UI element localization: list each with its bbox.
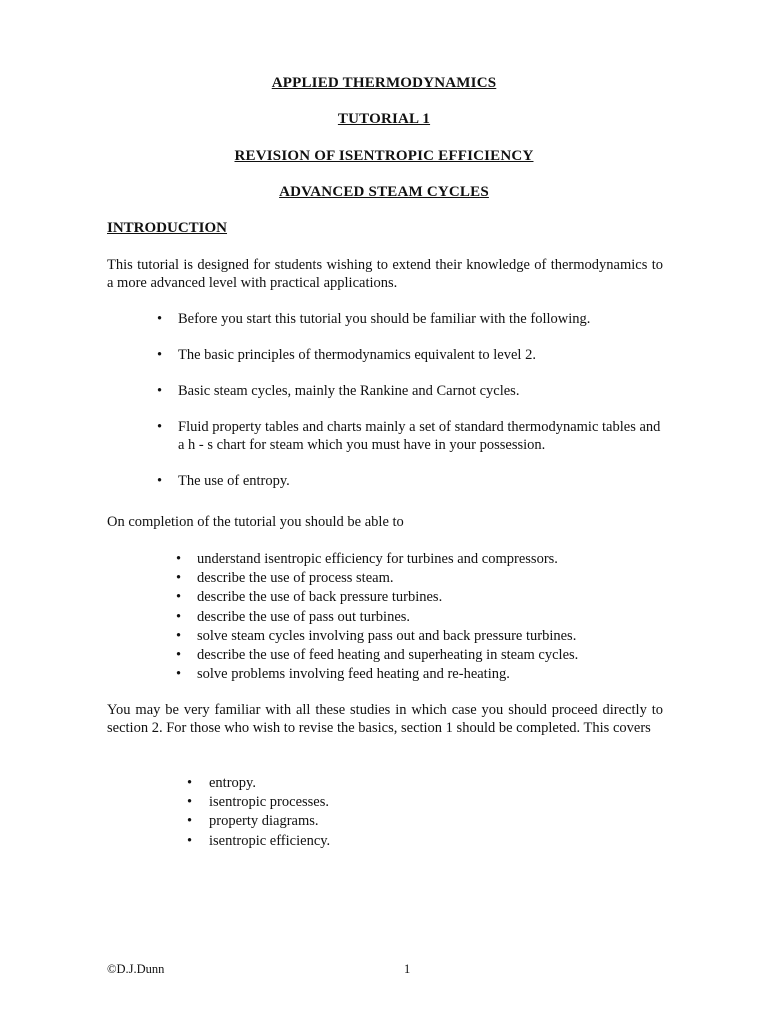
- list-item: [157, 382, 667, 400]
- revision-topics-list: [187, 774, 487, 851]
- list-item: [176, 588, 666, 607]
- bullet-icon: •: [157, 419, 163, 435]
- list-item: [157, 418, 667, 454]
- revision-paragraph: You may be very familiar with all these studies in which case you should proceed directly to section 2. For those who wish to revise the basics, section 1 should be completed. This covers: [107, 702, 663, 736]
- list-item-text: describe the use of back pressure turbines.: [197, 589, 443, 606]
- bullet-icon: •: [176, 570, 182, 587]
- bullet-icon: •: [187, 832, 193, 849]
- bullet-icon: •: [187, 813, 193, 830]
- introduction-paragraph: This tutorial is designed for students wishing to extend their knowledge of thermodynamics to a more advanced level with practical applications.: [107, 257, 663, 291]
- list-item-text: Basic steam cycles, mainly the Rankine and Carnot cycles.: [178, 383, 520, 399]
- list-item-text: The use of entropy.: [178, 473, 290, 489]
- list-item-text: isentropic efficiency.: [209, 832, 331, 849]
- prerequisites-list: [157, 310, 667, 508]
- footer-copyright: ©D.J.Dunn: [107, 962, 165, 976]
- list-item: [176, 608, 666, 627]
- page-number: 1: [404, 962, 411, 976]
- subtitle-steam-cycles: ADVANCED STEAM CYCLES: [279, 184, 489, 200]
- list-item-text: Before you start this tutorial you should be familiar with the following.: [178, 311, 591, 327]
- bullet-icon: •: [157, 347, 163, 363]
- list-item: [187, 812, 487, 831]
- list-item: [157, 472, 667, 490]
- list-item: [176, 627, 666, 646]
- list-item: [187, 774, 487, 793]
- list-item: [187, 793, 487, 812]
- list-item-text: property diagrams.: [209, 813, 319, 830]
- list-item: [157, 310, 667, 328]
- subtitle-isentropic: REVISION OF ISENTROPIC EFFICIENCY: [234, 148, 534, 164]
- list-item-text: The basic principles of thermodynamics equivalent to level 2.: [178, 347, 536, 363]
- list-item-text: describe the use of feed heating and superheating in steam cycles.: [197, 647, 579, 664]
- list-item-text: describe the use of pass out turbines.: [197, 608, 411, 625]
- document-title: APPLIED THERMODYNAMICS: [271, 75, 497, 91]
- list-item: [187, 832, 487, 851]
- bullet-icon: •: [157, 311, 163, 327]
- list-item-text: Fluid property tables and charts mainly a set of standard thermodynamic tables and a h - s chart for steam which you must have in your possession.: [178, 419, 661, 453]
- bullet-icon: •: [176, 666, 182, 683]
- list-item-text: isentropic processes.: [209, 794, 329, 811]
- list-item-text: entropy.: [209, 775, 256, 791]
- list-item-text: solve problems involving feed heating and re-heating.: [197, 666, 510, 683]
- list-item-text: describe the use of process steam.: [197, 570, 394, 587]
- list-item: [176, 569, 666, 588]
- objectives-intro: On completion of the tutorial you should be able to: [107, 514, 404, 530]
- objectives-list: [176, 550, 666, 684]
- list-item: [176, 646, 666, 665]
- bullet-icon: •: [176, 551, 182, 567]
- list-item: [157, 346, 667, 364]
- list-item: [176, 665, 666, 684]
- list-item-text: understand isentropic efficiency for turbines and compressors.: [197, 551, 558, 567]
- bullet-icon: •: [176, 589, 182, 606]
- bullet-icon: •: [157, 473, 163, 489]
- list-item: [176, 550, 666, 569]
- bullet-icon: •: [176, 627, 182, 644]
- bullet-icon: •: [176, 608, 182, 625]
- bullet-icon: •: [187, 775, 193, 791]
- tutorial-number: TUTORIAL 1: [337, 111, 431, 127]
- list-item-text: solve steam cycles involving pass out and back pressure turbines.: [197, 627, 577, 644]
- bullet-icon: •: [176, 647, 182, 664]
- introduction-heading: INTRODUCTION: [107, 220, 228, 236]
- bullet-icon: •: [187, 794, 193, 811]
- bullet-icon: •: [157, 383, 163, 399]
